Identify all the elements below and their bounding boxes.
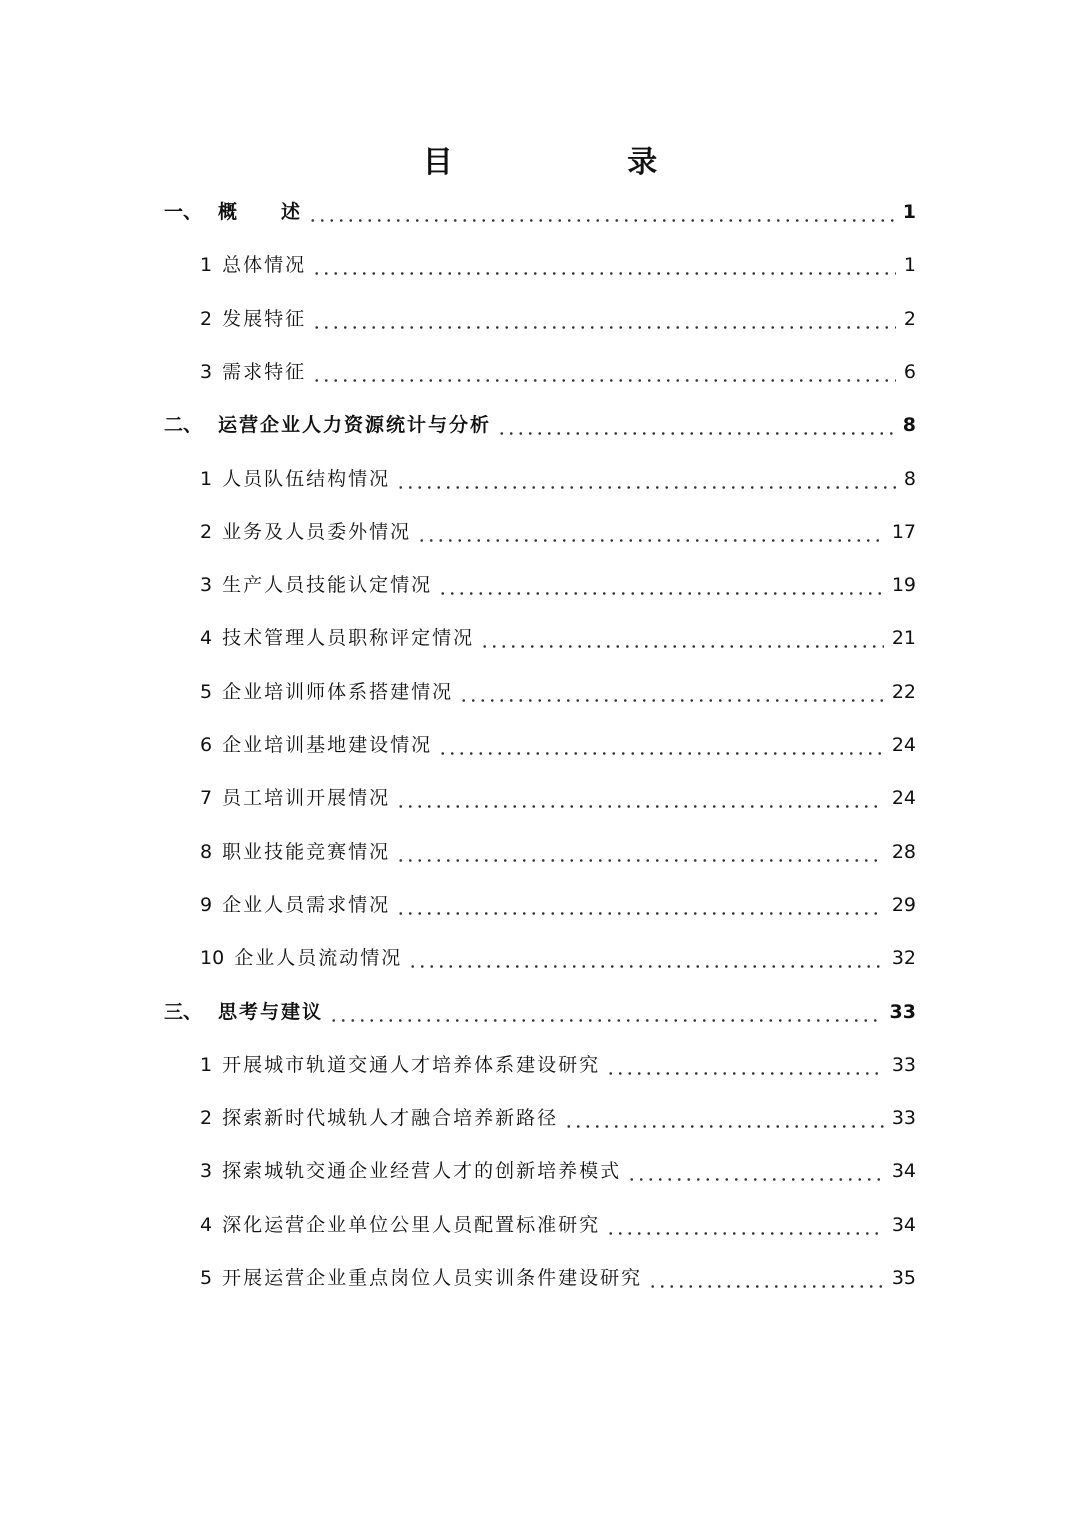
toc-dot-leader — [480, 622, 884, 654]
toc-entry[interactable] — [0, 1262, 1080, 1294]
toc-entry[interactable] — [0, 463, 1080, 495]
toc-entry-number: 8 — [200, 840, 213, 863]
toc-entry-number: 1 — [200, 1053, 213, 1076]
toc-entry-page-number: 33 — [891, 1053, 916, 1076]
toc-entry-number: 4 — [200, 627, 213, 650]
toc-dot-leader — [396, 782, 884, 814]
toc-entry-number: 3 — [200, 1160, 213, 1183]
toc-entry[interactable] — [0, 942, 1080, 974]
toc-entry-page-number: 2 — [903, 307, 916, 330]
toc-dot-leader — [438, 569, 884, 601]
toc-entry-number: 2 — [200, 307, 213, 330]
toc-dot-leader — [417, 516, 884, 548]
toc-entry-page-number: 17 — [891, 520, 916, 543]
toc-entry-label: 企业人员需求情况 — [222, 893, 391, 916]
toc-dot-leader — [396, 836, 884, 868]
toc-entry-page-number: 34 — [891, 1213, 916, 1236]
toc-entry-number: 一、 — [164, 201, 203, 223]
toc-entry-label: 企业培训基地建设情况 — [222, 734, 433, 756]
toc-entry-label: 发展特征 — [222, 307, 307, 330]
toc-entry-label: 企业培训师体系搭建情况 — [222, 680, 454, 703]
toc-dot-leader — [438, 729, 884, 761]
toc-entry-number: 6 — [200, 734, 213, 756]
toc-entry[interactable] — [0, 1049, 1080, 1081]
toc-dot-leader — [312, 249, 896, 281]
toc-entry-label: 生产人员技能认定情况 — [222, 574, 433, 597]
toc-entry-label: 需求特征 — [222, 360, 307, 383]
toc-entry-label: 开展城市轨道交通人才培养体系建设研究 — [222, 1053, 601, 1076]
toc-entry-label: 思考与建议 — [218, 1000, 324, 1023]
toc-entry-page-number: 1 — [902, 201, 916, 223]
toc-entry-page-number: 33 — [889, 1000, 916, 1023]
toc-entry[interactable] — [0, 782, 1080, 814]
toc-entry-label: 开展运营企业重点岗位人员实训条件建设研究 — [222, 1267, 643, 1289]
toc-entry[interactable] — [0, 1102, 1080, 1134]
toc-dot-leader — [459, 676, 884, 708]
toc-entry-label: 探索新时代城轨人才融合培养新路径 — [222, 1107, 559, 1130]
toc-entry-number: 3 — [200, 360, 213, 383]
toc-entry-page-number: 33 — [891, 1107, 916, 1130]
toc-dot-leader — [312, 303, 896, 335]
toc-entry-label: 探索城轨交通企业经营人才的创新培养模式 — [222, 1160, 622, 1183]
toc-dot-leader — [606, 1209, 884, 1241]
toc-entry-page-number: 19 — [891, 574, 916, 597]
toc-dot-leader — [627, 1155, 884, 1187]
toc-dot-leader — [648, 1262, 884, 1294]
toc-entry[interactable] — [0, 1209, 1080, 1241]
toc-entry-page-number: 29 — [891, 893, 916, 916]
toc-entry[interactable] — [0, 356, 1080, 388]
toc-entry[interactable] — [0, 516, 1080, 548]
toc-entry-number: 9 — [200, 893, 213, 916]
toc-dot-leader — [329, 996, 882, 1028]
toc-entry-number: 5 — [200, 1267, 213, 1289]
toc-entry[interactable] — [0, 303, 1080, 335]
toc-entry-number: 5 — [200, 680, 213, 703]
toc-entry-page-number: 24 — [891, 734, 916, 756]
toc-entry-number: 7 — [200, 787, 213, 810]
toc-entry-number: 1 — [200, 254, 213, 277]
toc-dot-leader — [408, 942, 884, 974]
toc-dot-leader — [396, 889, 884, 921]
toc-entry[interactable] — [0, 569, 1080, 601]
toc-entry-page-number: 6 — [903, 360, 916, 383]
toc-entry[interactable] — [0, 1155, 1080, 1187]
toc-entry[interactable] — [0, 836, 1080, 868]
toc-entry-page-number: 32 — [891, 947, 916, 970]
toc-entry[interactable] — [0, 249, 1080, 281]
toc-entry-label: 人员队伍结构情况 — [222, 467, 391, 490]
toc-dot-leader — [396, 463, 896, 495]
toc-dot-leader — [606, 1049, 884, 1081]
toc-entry-page-number: 1 — [903, 254, 916, 277]
toc-entry-number: 二、 — [164, 414, 203, 437]
toc-title: 目 录 — [422, 145, 740, 180]
toc-entry-page-number: 8 — [903, 467, 916, 490]
toc-entry-label: 总体情况 — [222, 254, 307, 277]
toc-entry-label: 运营企业人力资源统计与分析 — [218, 414, 492, 437]
toc-entry[interactable] — [0, 196, 1080, 228]
toc-dot-leader — [308, 196, 895, 228]
toc-entry[interactable] — [0, 729, 1080, 761]
toc-entry-label: 业务及人员委外情况 — [222, 520, 412, 543]
toc-entry-page-number: 34 — [891, 1160, 916, 1183]
toc-dot-leader — [497, 409, 895, 441]
toc-entry-label: 企业人员流动情况 — [234, 947, 403, 970]
toc-entry-number: 1 — [200, 467, 213, 490]
toc-entry-label: 技术管理人员职称评定情况 — [222, 627, 475, 650]
toc-entry-number: 2 — [200, 520, 213, 543]
toc-entry[interactable] — [0, 889, 1080, 921]
toc-dot-leader — [312, 356, 896, 388]
toc-entry-label: 概 述 — [218, 201, 303, 223]
toc-entry-number: 4 — [200, 1213, 213, 1236]
toc-entry-page-number: 35 — [891, 1267, 916, 1289]
toc-entry-page-number: 28 — [891, 840, 916, 863]
toc-entry-label: 员工培训开展情况 — [222, 787, 391, 810]
toc-entry[interactable] — [0, 409, 1080, 441]
toc-entry-number: 2 — [200, 1107, 213, 1130]
toc-entry[interactable] — [0, 676, 1080, 708]
toc-entry-number: 10 — [200, 947, 225, 970]
toc-entry[interactable] — [0, 622, 1080, 654]
toc-entry-page-number: 24 — [891, 787, 916, 810]
toc-entry[interactable] — [0, 996, 1080, 1028]
toc-entry-page-number: 21 — [891, 627, 916, 650]
toc-dot-leader — [564, 1102, 884, 1134]
toc-entry-label: 职业技能竞赛情况 — [222, 840, 391, 863]
toc-entry-page-number: 8 — [902, 414, 916, 437]
toc-entry-number: 3 — [200, 574, 213, 597]
toc-entry-number: 三、 — [164, 1000, 203, 1023]
toc-entry-label: 深化运营企业单位公里人员配置标准研究 — [222, 1213, 601, 1236]
toc-entry-page-number: 22 — [891, 680, 916, 703]
